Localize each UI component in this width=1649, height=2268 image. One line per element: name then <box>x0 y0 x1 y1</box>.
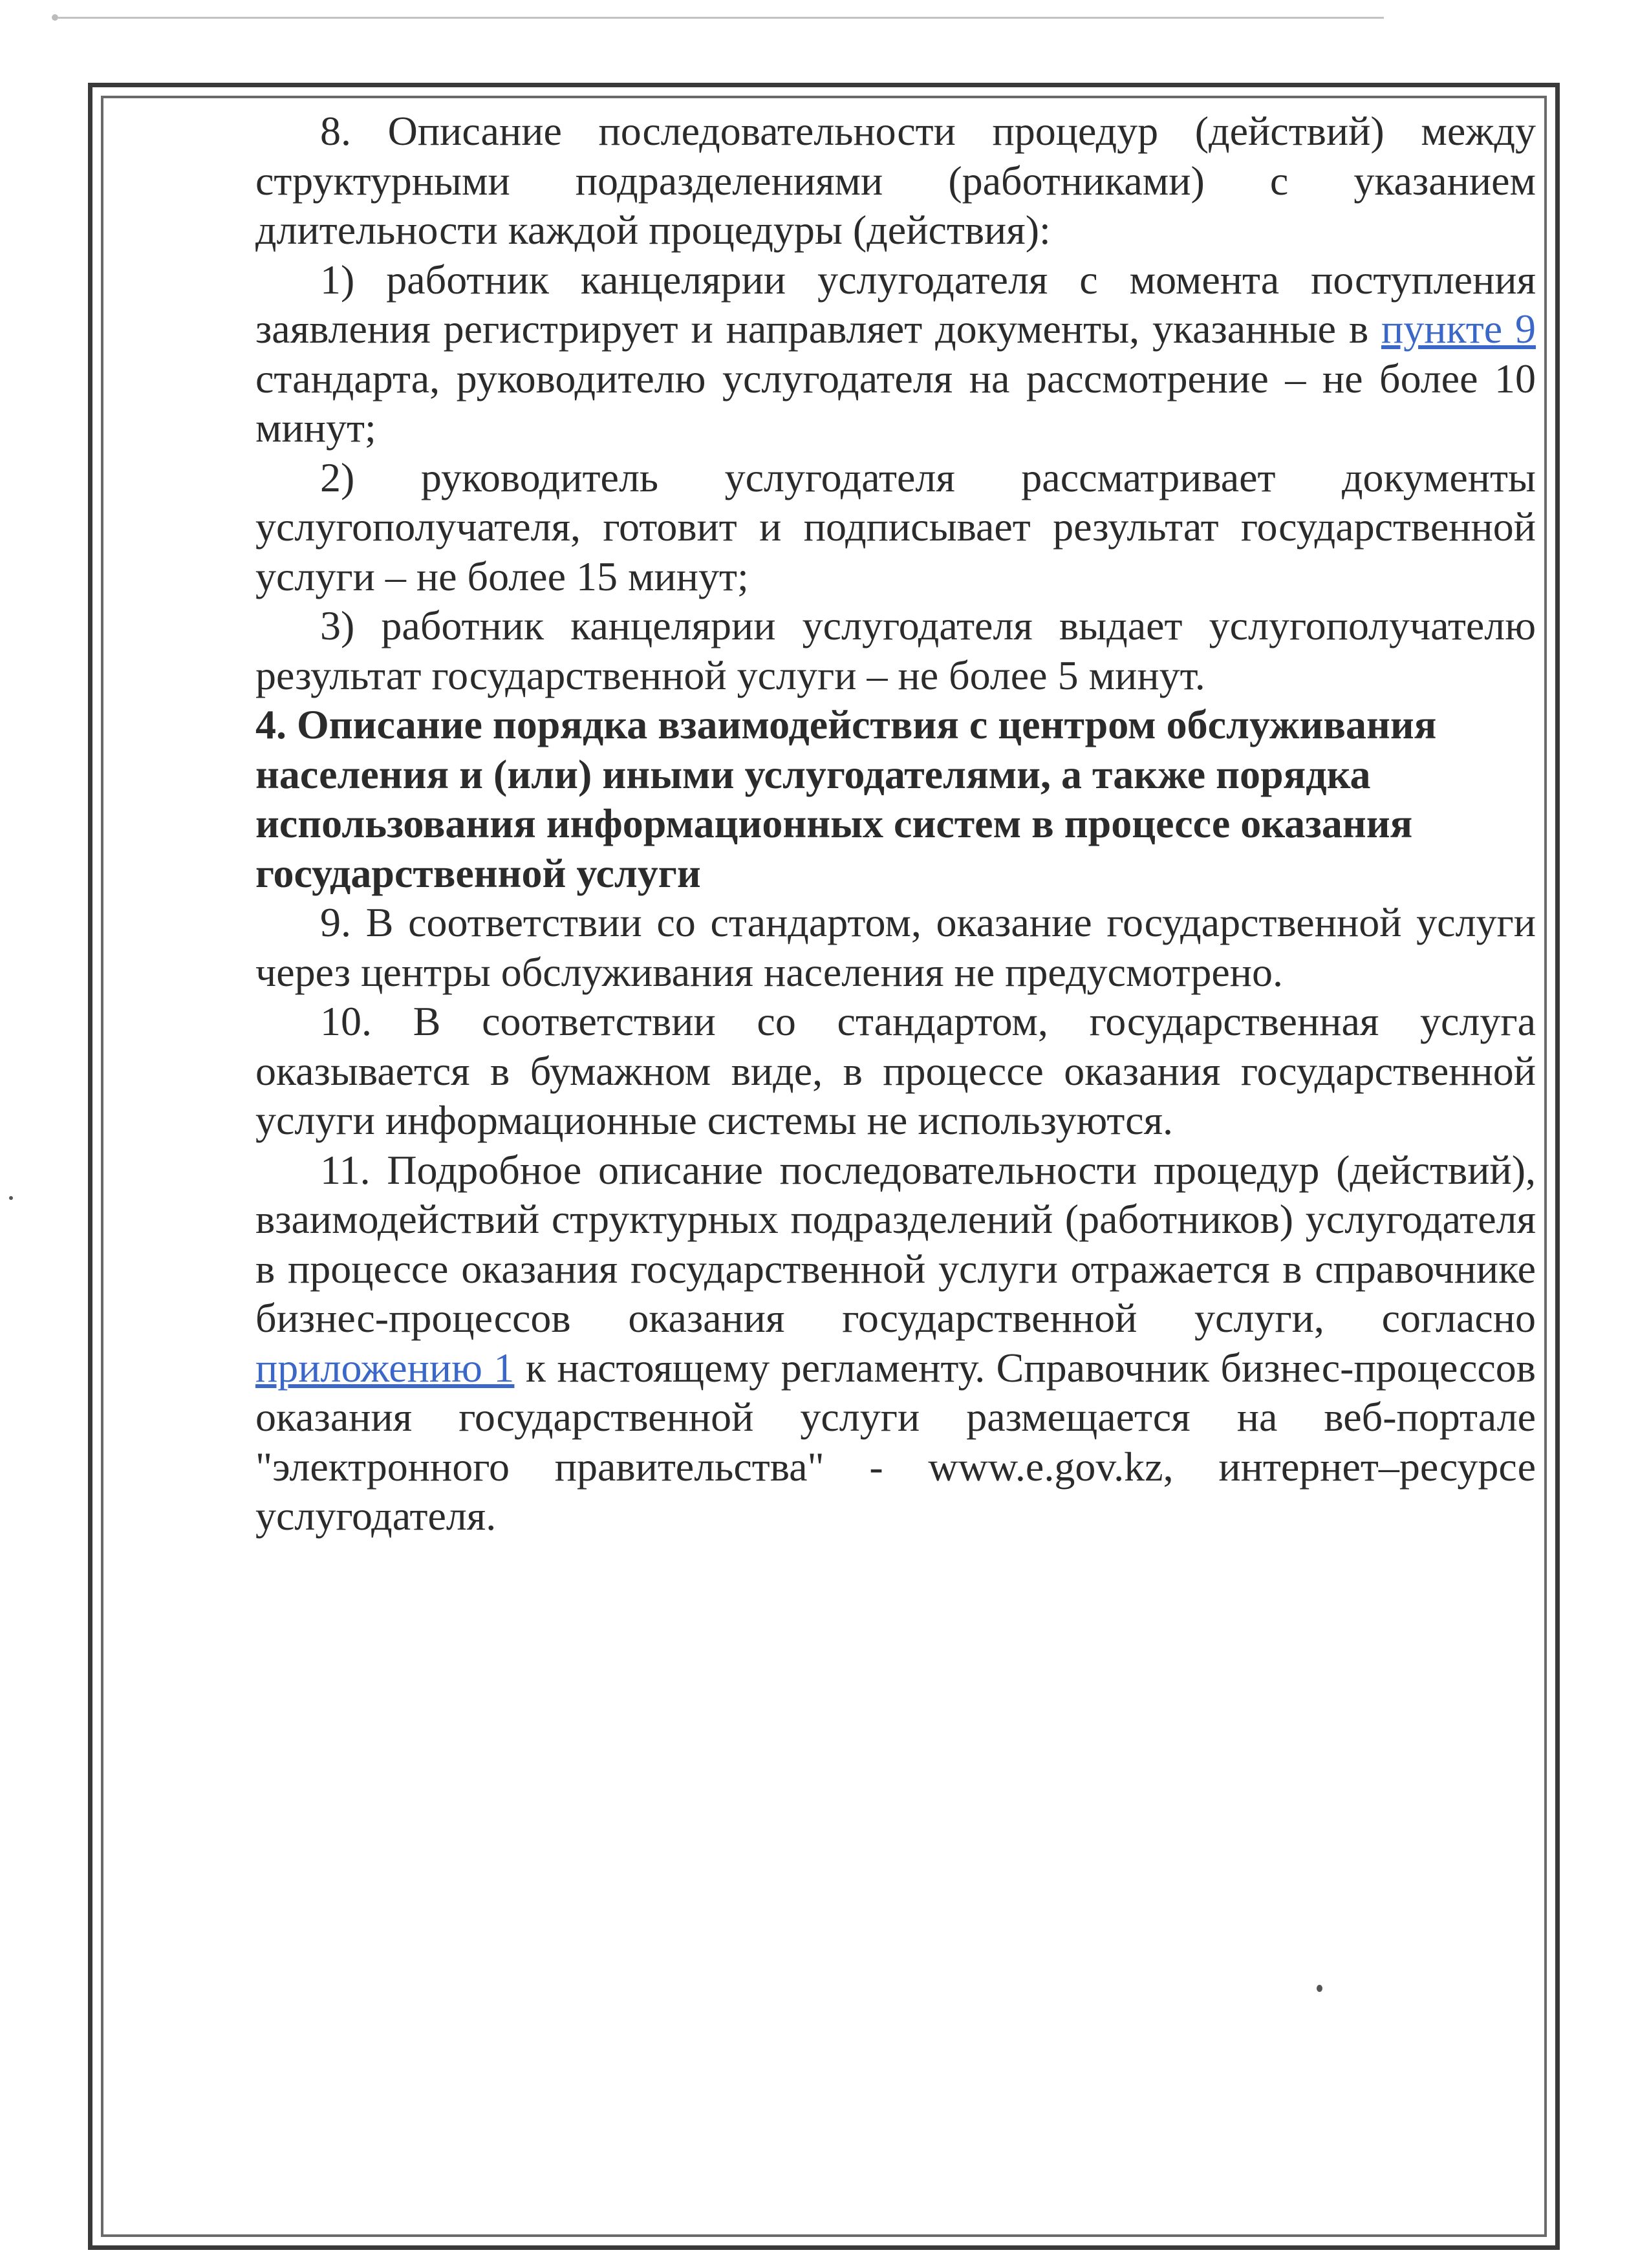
standard-point-9-link[interactable]: пункте 9 <box>1381 306 1536 352</box>
paragraph-8-item-1-text-end: стандарта, руководителю услугодателя на рассмотрение – не более 10 минут; <box>255 355 1536 451</box>
paragraph-11 <box>255 1146 1536 1541</box>
scan-speck <box>52 14 58 21</box>
paragraph-8-item-1-text-start: 1) работник канцелярии услугодателя с момента поступления заявления регистрирует и направляет документы, указанные в <box>255 256 1536 352</box>
paragraph-8: 8. Описание последовательности процедур (действий) между структурными подразделениями (работниками) с указанием длительности каждой процедуры (действия): <box>255 108 1536 253</box>
scan-edge-line <box>58 17 1384 19</box>
paragraph-10: 10. В соответствии со стандартом, государственная услуга оказывается в бумажном виде, в процессе оказания государственной услуги информационные системы не используются. <box>255 998 1536 1143</box>
paragraph-8-item-1 <box>255 255 1536 453</box>
paragraph-8-item-2: 2) руководитель услугодателя рассматривает документы услугополучателя, готовит и подписывает результат государственной услуги – не более 15 минут; <box>255 454 1536 599</box>
paragraph-11-text-start: 11. Подробное описание последовательности процедур (действий), взаимодействий структурных подразделений (работников) услугодателя в процессе оказания государственной услуги отражается в справочнике бизнес-процессов оказания государственной услуги, согласно <box>255 1146 1536 1341</box>
document-body <box>255 107 1536 1541</box>
section-4-heading: 4. Описание порядка взаимодействия с центром обслуживания населения и (или) иными услугодателями, а также порядка использования информационных систем в процессе оказания государственной услуги <box>255 701 1437 896</box>
scan-speck <box>9 1196 13 1200</box>
paragraph-9: 9. В соответствии со стандартом, оказание государственной услуги через центры обслуживания населения не предусмотрено. <box>255 899 1536 995</box>
paragraph-8-item-3: 3) работник канцелярии услугодателя выдает услугополучателю результат государственной услуги – не более 5 минут. <box>255 603 1536 698</box>
paragraph-11-text-end: к настоящему регламенту. Справочник бизнес-процессов оказания государственной услуги размещается на веб-портале "электронного правительства" - www.e.gov.kz, интернет–ресурсе услугодателя. <box>255 1344 1536 1539</box>
appendix-1-link[interactable]: приложению 1 <box>255 1344 515 1391</box>
